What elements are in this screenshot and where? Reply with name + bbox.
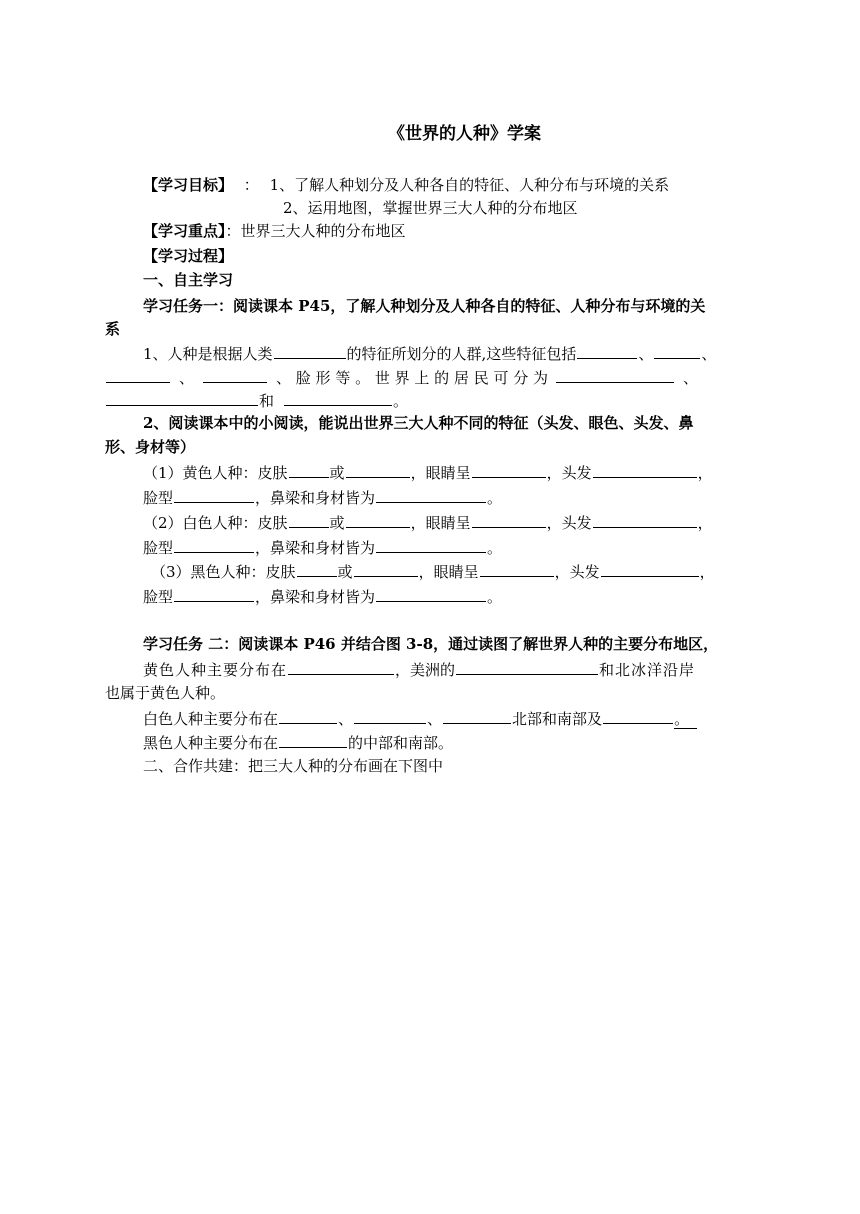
race-nose: ，鼻梁和身材皆为 bbox=[255, 539, 376, 557]
blank[interactable] bbox=[297, 561, 337, 577]
white-text-2: 北部和南部及 bbox=[512, 710, 603, 728]
goals-label: 【学习目标】 bbox=[143, 176, 234, 194]
race-row bbox=[151, 561, 715, 582]
race-hair: ，头发 bbox=[546, 464, 592, 482]
page-title: 《世界的人种》学案 bbox=[388, 124, 541, 144]
blank[interactable] bbox=[603, 708, 673, 724]
yellow-line-2: 也属于黄色人种。 bbox=[105, 684, 226, 702]
blank[interactable] bbox=[456, 659, 598, 675]
focus-label: 【学习重点】 bbox=[143, 222, 226, 240]
q1-line-3 bbox=[105, 390, 408, 411]
blank[interactable] bbox=[174, 537, 254, 553]
race-or: 或 bbox=[329, 464, 345, 482]
goals-item-1: 1、了解人种划分及人种各自的特征、人种分布与环境的关系 bbox=[269, 176, 670, 194]
blank[interactable] bbox=[284, 390, 392, 406]
goals-colon: ： bbox=[243, 176, 259, 194]
blank[interactable] bbox=[593, 512, 697, 528]
blank[interactable] bbox=[593, 462, 697, 478]
blank[interactable] bbox=[346, 512, 410, 528]
task1-line-2: 系 bbox=[105, 320, 121, 338]
race-row-2 bbox=[143, 487, 502, 508]
goals-row-1 bbox=[143, 175, 669, 195]
race-name: （1）黄色人种：皮肤 bbox=[143, 464, 288, 482]
race-end: 。 bbox=[487, 539, 503, 557]
race-eyes: ，眼睛呈 bbox=[410, 464, 471, 482]
q1-sep: 、 bbox=[179, 369, 195, 387]
q1-and: 和 bbox=[259, 392, 275, 410]
race-nose: ，鼻梁和身材皆为 bbox=[255, 588, 376, 606]
blank[interactable] bbox=[106, 390, 258, 406]
blank[interactable] bbox=[443, 708, 511, 724]
race-row bbox=[143, 512, 713, 533]
blank[interactable] bbox=[289, 512, 329, 528]
q2-line-2: 形、身材等） bbox=[105, 438, 196, 456]
white-sep: 、 bbox=[427, 710, 443, 728]
task2-line: 学习任务 二：阅读课本 P46 并结合图 3-8，通过读图了解世界人种的主要分布地区， bbox=[143, 635, 719, 653]
q2-line-1: 2、阅读课本中的小阅读，能说出世界三大人种不同的特征（头发、眼色、头发、鼻 bbox=[143, 414, 694, 432]
white-end: 。 bbox=[674, 710, 697, 729]
race-eyes: ，眼睛呈 bbox=[418, 563, 479, 581]
blank[interactable] bbox=[288, 659, 394, 675]
q1-sep: 、 bbox=[638, 345, 654, 363]
blank[interactable] bbox=[472, 512, 546, 528]
focus-row bbox=[143, 221, 406, 241]
race-face: 脸型 bbox=[143, 539, 174, 557]
race-hair: ，头发 bbox=[554, 563, 600, 581]
race-end: 。 bbox=[487, 588, 503, 606]
race-face: 脸型 bbox=[143, 489, 174, 507]
process-label: 【学习过程】 bbox=[143, 247, 234, 265]
q1-sep: 、 bbox=[701, 345, 717, 363]
goals-item-2: 2、运用地图，掌握世界三大人种的分布地区 bbox=[283, 199, 578, 217]
blank[interactable] bbox=[203, 367, 267, 383]
blank[interactable] bbox=[654, 343, 700, 359]
race-hair: ，头发 bbox=[546, 514, 592, 532]
blank[interactable] bbox=[556, 367, 674, 383]
blank[interactable] bbox=[376, 537, 486, 553]
yellow-text-3: 和北冰洋沿岸 bbox=[599, 661, 696, 679]
race-nose: ，鼻梁和身材皆为 bbox=[255, 489, 376, 507]
race-row bbox=[143, 462, 713, 483]
race-end: 。 bbox=[487, 489, 503, 507]
blank[interactable] bbox=[376, 586, 486, 602]
race-eyes: ，眼睛呈 bbox=[410, 514, 471, 532]
blank[interactable] bbox=[376, 487, 486, 503]
white-text-1: 白色人种主要分布在 bbox=[143, 710, 279, 728]
race-comma: ， bbox=[697, 464, 713, 482]
black-line bbox=[143, 732, 453, 753]
q1-sep: 、 bbox=[683, 369, 699, 387]
q1-text-1: 1、人种是根据人类 bbox=[143, 345, 273, 363]
white-line bbox=[143, 708, 697, 729]
race-name: （2）白色人种：皮肤 bbox=[143, 514, 288, 532]
black-text-1: 黑色人种主要分布在 bbox=[143, 734, 279, 752]
section1-heading: 一、自主学习 bbox=[143, 271, 234, 289]
blank[interactable] bbox=[480, 561, 554, 577]
race-or: 或 bbox=[329, 514, 345, 532]
blank[interactable] bbox=[174, 586, 254, 602]
blank[interactable] bbox=[354, 708, 426, 724]
blank[interactable] bbox=[279, 708, 337, 724]
q1-line-1 bbox=[143, 343, 716, 364]
blank[interactable] bbox=[174, 487, 254, 503]
race-row-2 bbox=[143, 586, 502, 607]
blank[interactable] bbox=[289, 462, 329, 478]
blank[interactable] bbox=[106, 367, 170, 383]
race-comma: ， bbox=[699, 563, 715, 581]
blank[interactable] bbox=[274, 343, 346, 359]
black-text-2: 的中部和南部。 bbox=[348, 734, 454, 752]
blank[interactable] bbox=[354, 561, 418, 577]
race-or: 或 bbox=[337, 563, 353, 581]
blank[interactable] bbox=[346, 462, 410, 478]
section2-heading: 二、合作共建：把三大人种的分布画在下图中 bbox=[143, 757, 444, 775]
race-row-2 bbox=[143, 537, 502, 558]
q1-end: 。 bbox=[393, 392, 409, 410]
yellow-text-1: 黄色人种主要分布在 bbox=[143, 661, 288, 679]
goals-row-2 bbox=[283, 198, 578, 218]
yellow-line-1 bbox=[143, 659, 695, 680]
task1-line-1: 学习任务一：阅读课本 P45，了解人种划分及人种各自的特征、人种分布与环境的关 bbox=[143, 297, 706, 315]
blank[interactable] bbox=[577, 343, 637, 359]
q1-text-3: 、 脸 形 等 。 世 界 上 的 居 民 可 分 为 bbox=[276, 369, 549, 387]
race-comma: ， bbox=[697, 514, 713, 532]
race-name: （3）黑色人种：皮肤 bbox=[151, 563, 296, 581]
white-sep: 、 bbox=[338, 710, 354, 728]
blank[interactable] bbox=[472, 462, 546, 478]
q1-line-2 bbox=[105, 367, 698, 388]
race-face: 脸型 bbox=[143, 588, 174, 606]
blank[interactable] bbox=[601, 561, 699, 577]
focus-text: ：世界三大人种的分布地区 bbox=[225, 222, 406, 240]
blank[interactable] bbox=[279, 732, 347, 748]
yellow-text-2: ，美洲的 bbox=[395, 661, 456, 679]
q1-text-2: 的特征所划分的人群,这些特征包括 bbox=[346, 345, 577, 363]
